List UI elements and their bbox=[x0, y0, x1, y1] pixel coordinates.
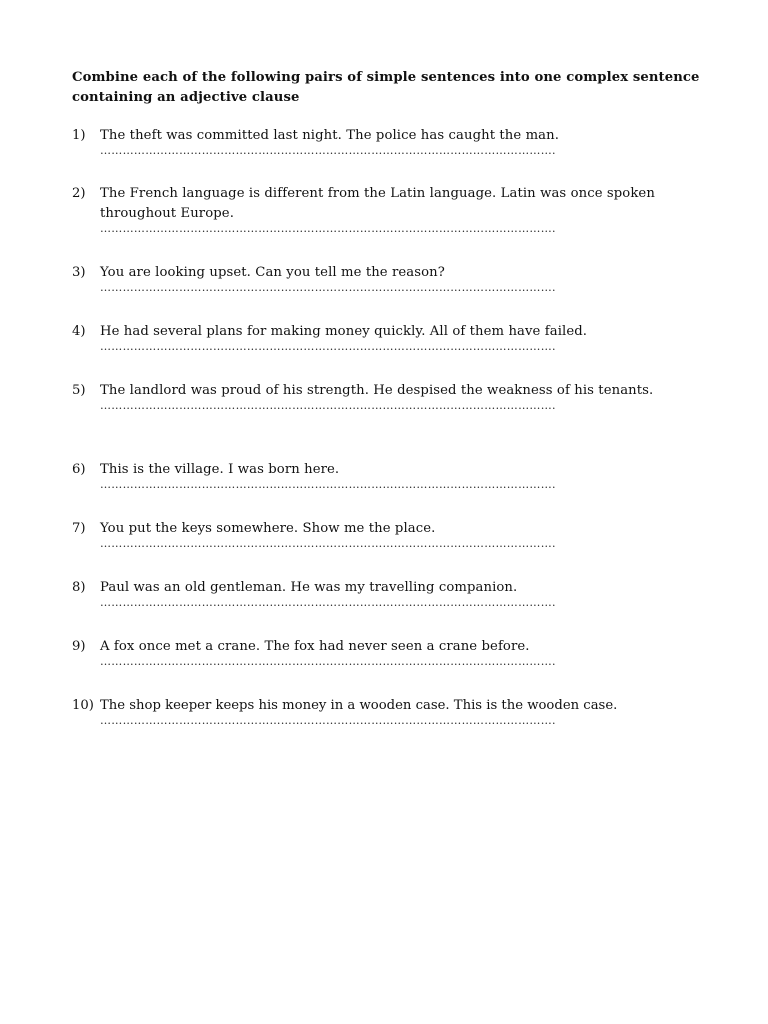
question-number: 3) bbox=[72, 265, 86, 280]
question-text: A fox once met a crane. The fox had never seen a crane before. bbox=[100, 639, 530, 654]
question-text: You are looking upset. Can you tell me the reason? bbox=[100, 265, 445, 280]
question-number: 4) bbox=[72, 324, 86, 339]
question-item bbox=[72, 263, 712, 322]
answer-line[interactable]: …………………………………………………………………………………………………………. bbox=[100, 539, 556, 550]
answer-line[interactable]: …………………………………………………………………………………………………………. bbox=[100, 146, 556, 157]
answer-line[interactable]: …………………………………………………………………………………………………………. bbox=[100, 657, 556, 668]
question-number: 10) bbox=[72, 698, 94, 713]
question-text: This is the village. I was born here. bbox=[100, 462, 340, 477]
answer-line[interactable]: …………………………………………………………………………………………………………. bbox=[100, 598, 556, 609]
question-text: Paul was an old gentleman. He was my travelling companion. bbox=[100, 580, 518, 595]
question-number: 9) bbox=[72, 639, 86, 654]
question-list bbox=[72, 126, 712, 736]
answer-line[interactable]: …………………………………………………………………………………………………………. bbox=[100, 342, 556, 353]
question-text: The landlord was proud of his strength. He despised the weakness of his tenants. bbox=[100, 383, 654, 398]
answer-line[interactable]: …………………………………………………………………………………………………………. bbox=[100, 716, 556, 727]
question-text: You put the keys somewhere. Show me the place. bbox=[100, 521, 436, 536]
question-number: 7) bbox=[72, 521, 86, 536]
answer-line[interactable]: …………………………………………………………………………………………………………. bbox=[100, 283, 556, 294]
question-item bbox=[72, 322, 712, 381]
question-number: 8) bbox=[72, 580, 86, 595]
question-number: 5) bbox=[72, 383, 86, 398]
question-number: 6) bbox=[72, 462, 86, 477]
question-number: 1) bbox=[72, 128, 86, 143]
question-item bbox=[72, 696, 712, 736]
question-item bbox=[72, 184, 712, 263]
question-text: The theft was committed last night. The police has caught the man. bbox=[100, 128, 560, 143]
question-text: The shop keeper keeps his money in a wooden case. This is the wooden case. bbox=[100, 698, 618, 713]
question-number: 2) bbox=[72, 186, 86, 201]
answer-line[interactable]: …………………………………………………………………………………………………………. bbox=[100, 224, 556, 235]
question-item bbox=[72, 637, 712, 696]
question-item bbox=[72, 519, 712, 578]
question-text: The French language is different from the Latin language. Latin was once spoken throughout Europe. bbox=[100, 186, 655, 221]
answer-line[interactable]: …………………………………………………………………………………………………………. bbox=[100, 480, 556, 491]
answer-line[interactable]: …………………………………………………………………………………………………………. bbox=[100, 401, 556, 412]
question-text: He had several plans for making money quickly. All of them have failed. bbox=[100, 324, 588, 339]
question-item bbox=[72, 126, 712, 184]
question-item bbox=[72, 578, 712, 637]
question-item bbox=[72, 381, 712, 460]
question-item bbox=[72, 460, 712, 519]
worksheet-instructions: Combine each of the following pairs of simple sentences into one complex sentence containing an adjective clause bbox=[72, 70, 700, 105]
